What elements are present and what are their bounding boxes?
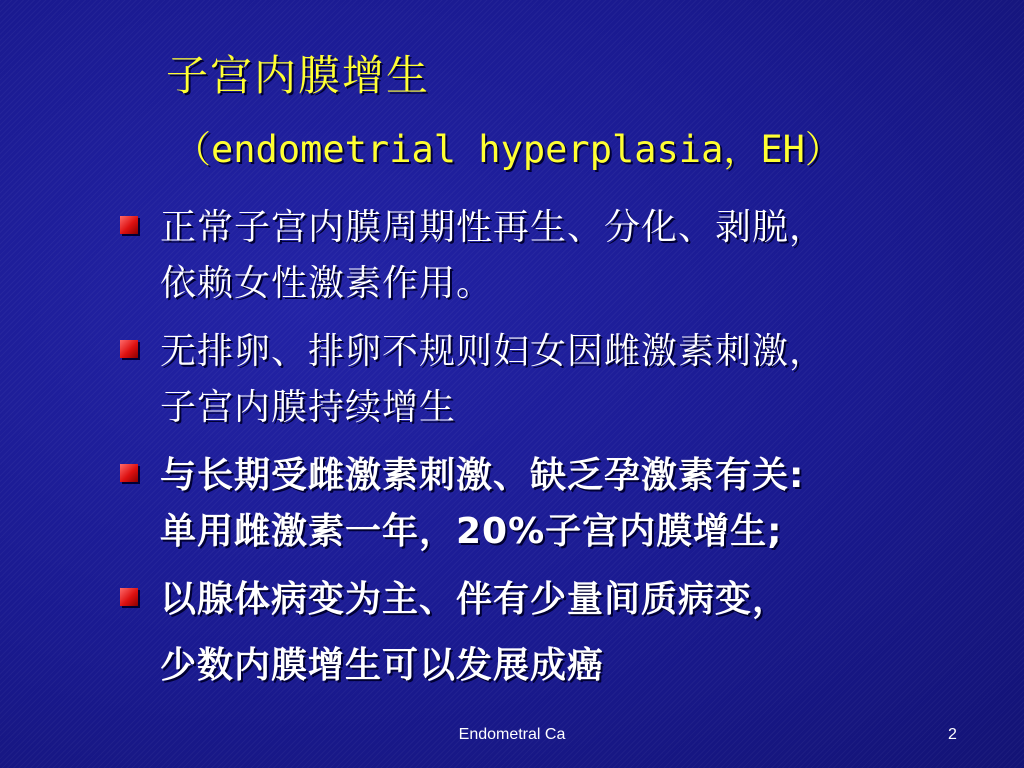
page-number: 2 xyxy=(948,726,957,743)
red-square-bullet-icon xyxy=(120,588,138,606)
bullet-text-line: 无排卵、排卵不规则妇女因雌激素刺激， xyxy=(160,331,827,372)
bullet-text-line: 以腺体病变为主、伴有少量间质病变， xyxy=(160,579,790,620)
footer-text: Endometral Ca xyxy=(458,726,566,743)
bullet-item xyxy=(118,572,998,694)
bullet-text-line: 正常子宫内膜周期性再生、分化、剥脱， xyxy=(160,207,827,248)
bullet-list xyxy=(118,200,998,706)
slide-subtitle: （endometrial hyperplasia，EH） xyxy=(174,128,842,171)
bullet-text-line: 单用雌激素一年，20%子宫内膜增生; xyxy=(160,511,783,552)
bullet-text-line: 与长期受雌激素刺激、缺乏孕激素有关: xyxy=(160,455,805,496)
bullet-item xyxy=(118,324,998,436)
red-square-bullet-icon xyxy=(120,340,138,358)
slide-title: 子宫内膜增生 xyxy=(166,51,431,100)
bullet-item xyxy=(118,200,998,312)
bullet-item xyxy=(118,448,998,560)
bullet-text-line: 依赖女性激素作用。 xyxy=(160,263,494,304)
bullet-text-line: 子宫内膜持续增生 xyxy=(160,387,457,428)
red-square-bullet-icon xyxy=(120,464,138,482)
red-square-bullet-icon xyxy=(120,216,138,234)
bullet-text-line: 少数内膜增生可以发展成癌 xyxy=(160,645,605,686)
